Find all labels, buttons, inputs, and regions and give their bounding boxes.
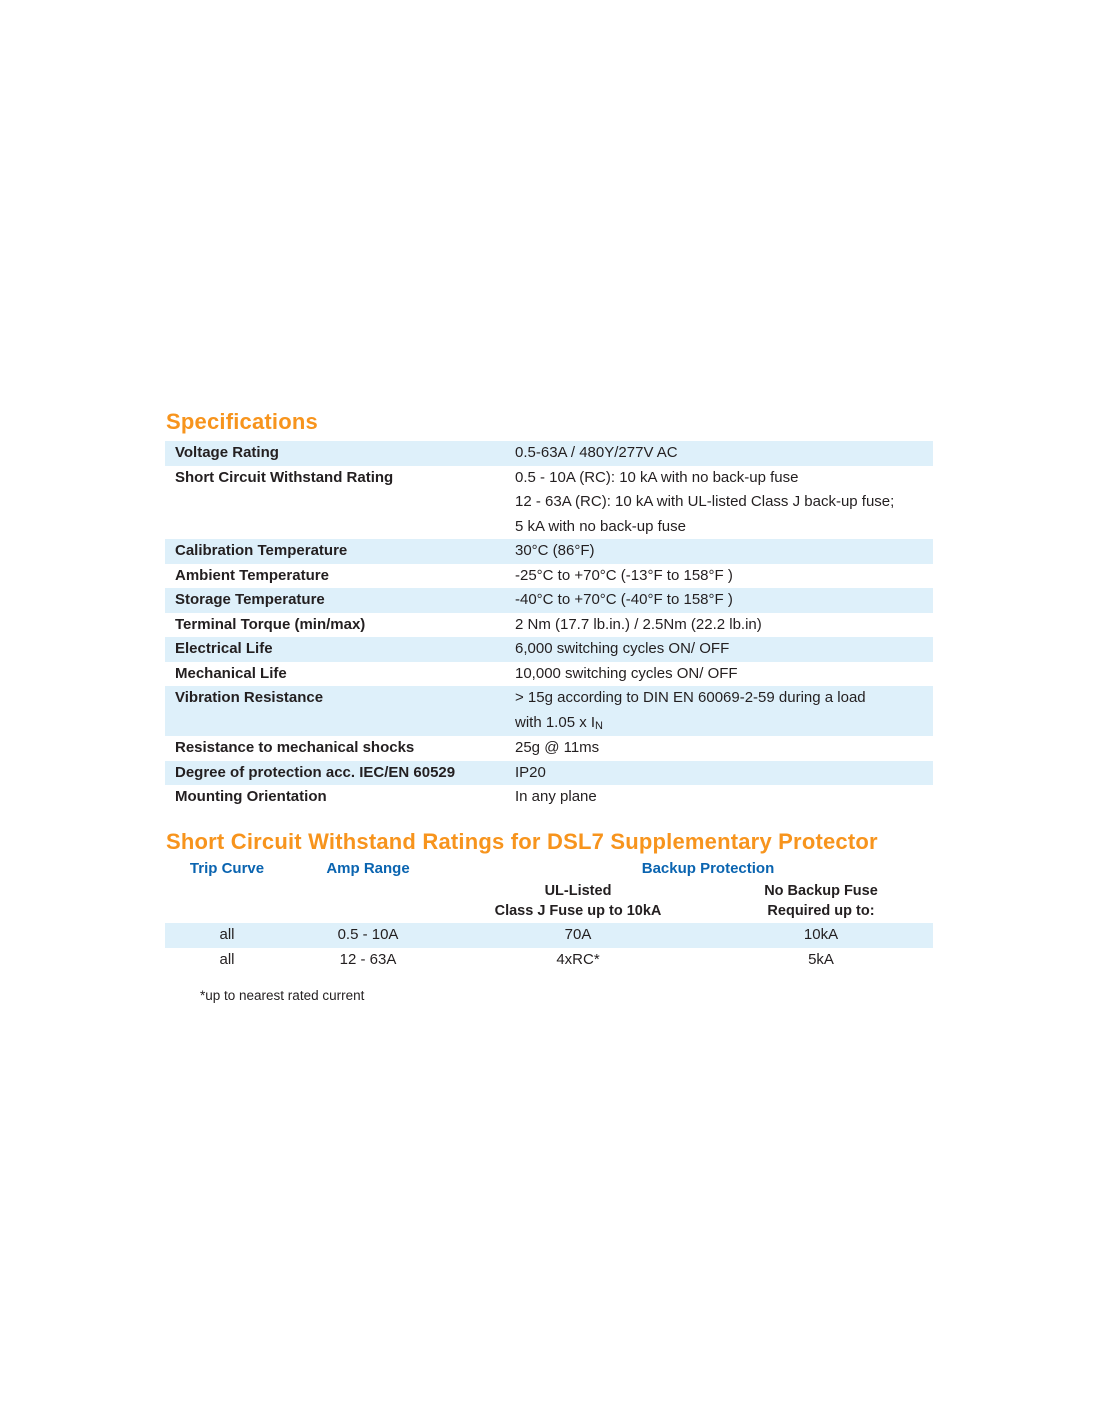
spec-table-row	[165, 785, 933, 810]
spec-row-value	[515, 736, 933, 761]
specifications-heading: Specifications	[166, 409, 318, 434]
ratings-heading: Short Circuit Withstand Ratings for DSL7 Supplementary Protector	[166, 829, 878, 854]
spec-row-label: Ambient Temperature	[175, 566, 329, 584]
ratings-data-rows	[165, 923, 933, 972]
spec-row-label: Mechanical Life	[175, 664, 287, 682]
ratings-subheader-row	[165, 881, 933, 923]
spec-value-line: 0.5 - 10A (RC): 10 kA with no back-up fuse	[515, 468, 799, 486]
ratings-col-header-trip-curve: Trip Curve	[189, 860, 265, 877]
subscript: N	[595, 719, 603, 732]
spec-row-value	[515, 466, 933, 540]
spec-table-row	[165, 686, 933, 736]
spec-table-row	[165, 441, 933, 466]
spec-row-label: Terminal Torque (min/max)	[175, 615, 366, 633]
ratings-subheader-spacer	[165, 881, 289, 923]
ratings-data-row	[165, 923, 933, 948]
ratings-col-header-amp-range: Amp Range	[326, 860, 410, 877]
ratings-cell: all	[219, 926, 235, 943]
spec-row-value	[515, 441, 933, 466]
spec-value-line: In any plane	[515, 788, 597, 805]
spec-table-row	[165, 637, 933, 662]
ratings-subheader-spacer	[289, 881, 447, 923]
ratings-cell: 0.5 - 10A	[337, 926, 399, 943]
spec-value-line: -25°C to +70°C (-13°F to 158°F )	[515, 566, 733, 584]
ratings-subheader-no-backup-fuse	[709, 881, 933, 923]
spec-row-label: Mounting Orientation	[175, 788, 327, 805]
ratings-cell: 5kA	[808, 950, 834, 968]
spec-value-line: 30°C (86°F)	[515, 542, 595, 559]
footnote: *up to nearest rated current	[200, 988, 365, 1003]
ratings-header-row	[165, 858, 933, 880]
spec-row-value	[515, 662, 933, 687]
ratings-cell: 4xRC*	[556, 950, 600, 968]
ratings-subheader-ul-listed	[447, 881, 709, 923]
spec-table-row	[165, 539, 933, 564]
spec-value-line: 0.5-63A / 480Y/277V AC	[515, 444, 678, 461]
spec-row-value	[515, 761, 933, 786]
spec-row-value	[515, 588, 933, 613]
spec-row-label: Degree of protection acc. IEC/EN 60529	[175, 763, 456, 781]
ratings-cell: 10kA	[803, 926, 839, 943]
spec-value-line: 6,000 switching cycles ON/ OFF	[515, 640, 730, 657]
spec-table-row	[165, 662, 933, 687]
spec-value-line: 12 - 63A (RC): 10 kA with UL-listed Class J back-up fuse;	[515, 493, 895, 510]
spec-row-label: Voltage Rating	[175, 444, 279, 461]
spec-row-value	[515, 686, 933, 736]
spec-value-line: 25g @ 11ms	[515, 739, 600, 756]
ratings-data-row	[165, 948, 933, 973]
ratings-cell: all	[219, 950, 235, 968]
spec-value-line: > 15g according to DIN EN 60069-2-59 during a load	[515, 689, 866, 706]
spec-row-label: Calibration Temperature	[175, 542, 348, 559]
spec-value-line: with 1.05 x IN	[515, 713, 603, 732]
spec-value-line: -40°C to +70°C (-40°F to 158°F )	[515, 591, 733, 608]
spec-value-line: 5 kA with no back-up fuse	[515, 517, 686, 535]
spec-row-value	[515, 539, 933, 564]
spec-table-row	[165, 736, 933, 761]
ratings-cell: 12 - 63A	[339, 950, 397, 968]
ratings-subheader-line: Class J Fuse up to 10kA	[494, 903, 662, 919]
spec-table-row	[165, 613, 933, 638]
spec-row-value	[515, 637, 933, 662]
spec-row-label: Electrical Life	[175, 640, 273, 657]
spec-table-row	[165, 564, 933, 589]
ratings-col-header-backup-protection: Backup Protection	[641, 860, 775, 877]
spec-row-label: Storage Temperature	[175, 591, 325, 608]
spec-table-row	[165, 588, 933, 613]
ratings-subheader-line: UL-Listed	[544, 883, 612, 899]
spec-table-row	[165, 466, 933, 540]
ratings-table	[165, 858, 933, 972]
spec-row-value	[515, 785, 933, 810]
spec-table-row	[165, 761, 933, 786]
spec-value-line: IP20	[515, 763, 546, 781]
spec-row-label: Vibration Resistance	[175, 689, 324, 706]
ratings-cell: 70A	[564, 926, 592, 943]
spec-row-label: Short Circuit Withstand Rating	[175, 468, 394, 486]
spec-value-line: 2 Nm (17.7 lb.in.) / 2.5Nm (22.2 lb.in)	[515, 615, 762, 633]
spec-row-value	[515, 564, 933, 589]
spec-value-line: 10,000 switching cycles ON/ OFF	[515, 664, 738, 682]
spec-row-label: Resistance to mechanical shocks	[175, 739, 415, 756]
ratings-subheader-line: No Backup Fuse	[764, 883, 878, 899]
specifications-table	[165, 441, 933, 810]
spec-row-value	[515, 613, 933, 638]
ratings-subheader-line: Required up to:	[767, 903, 875, 919]
